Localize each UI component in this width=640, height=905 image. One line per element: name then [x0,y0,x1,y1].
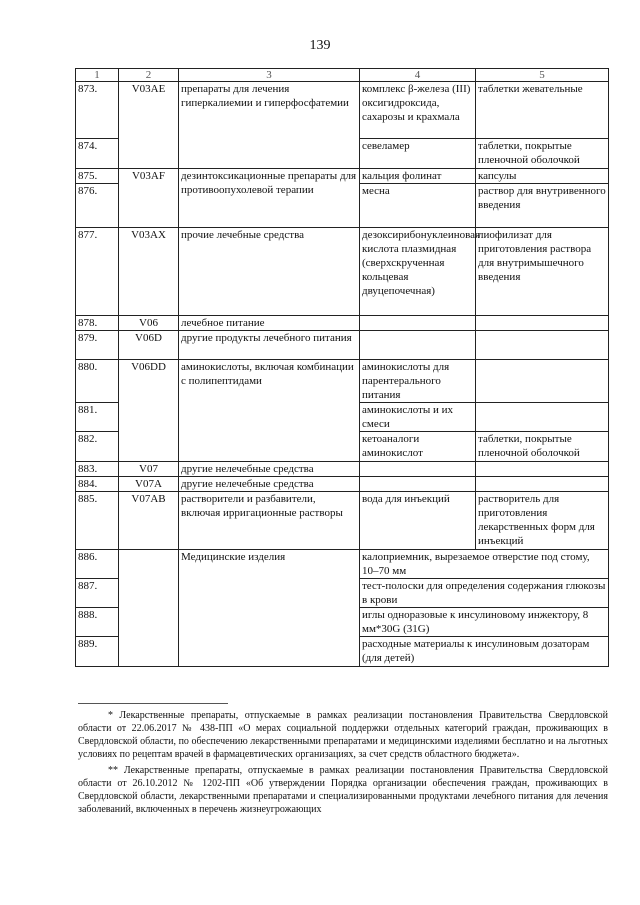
row-number: 876. [76,184,119,228]
group-name: Медицинские изделия [179,550,360,667]
substance-name: кальция фолинат [360,169,476,184]
atc-code: V07A [119,477,179,492]
dosage-form: растворитель для приготовления лекарственных форм для инъекций [476,492,609,550]
table-row [76,492,609,550]
group-name: другие продукты лечебного питания [179,331,360,360]
row-number: 888. [76,608,119,637]
drug-table [75,68,609,667]
device-item: тест-полоски для определения содержания глюкозы в крови [360,579,609,608]
substance-name [360,331,476,360]
table-row [76,228,609,316]
dosage-form: раствор для внутривенного введения [476,184,609,228]
substance-name: кетоаналоги аминокислот [360,432,476,462]
table-row [76,82,609,139]
footnotes [78,709,608,819]
row-number: 880. [76,360,119,403]
atc-code [119,550,179,667]
substance-name [360,477,476,492]
footnote: * Лекарственные препараты, отпускаемые в рамках реализации постановления Правительства Свердловской области от 22.06.2017 № 438-ПП «О мерах социальной поддержки отдельных категорий граждан, проживающих в Свердловской области, по обеспечению лекарственными препаратами и медицинскими изделиями бесплатно и на льготных условиях по рецептам врачей в фармацевтических организациях, за счет средств областного бюджета». [78,710,608,760]
device-item: иглы одноразовые к инсулиновому инжектору, 8 мм*30G (31G) [360,608,609,637]
device-item: расходные материалы к инсулиновым дозаторам (для детей) [360,637,609,667]
group-name: препараты для лечения гиперкалиемии и гиперфосфатемии [179,82,360,169]
column-header: 1 [76,69,119,82]
atc-code: V06DD [119,360,179,462]
column-header: 3 [179,69,360,82]
column-header: 2 [119,69,179,82]
column-header: 5 [476,69,609,82]
row-number: 882. [76,432,119,462]
dosage-form: таблетки жевательные [476,82,609,139]
row-number: 887. [76,579,119,608]
row-number: 886. [76,550,119,579]
table-row [76,316,609,331]
device-item: калоприемник, вырезаемое отверстие под стому, 10–70 мм [360,550,609,579]
dosage-form: капсулы [476,169,609,184]
substance-name: вода для инъекций [360,492,476,550]
row-number: 885. [76,492,119,550]
group-name: дезинтоксикационные препараты для противоопухолевой терапии [179,169,360,228]
atc-code: V07AB [119,492,179,550]
row-number: 878. [76,316,119,331]
row-number: 884. [76,477,119,492]
dosage-form [476,477,609,492]
group-name: прочие лечебные средства [179,228,360,316]
table-row [76,169,609,184]
substance-name: месна [360,184,476,228]
substance-name [360,462,476,477]
table-row [76,550,609,579]
table-row [76,360,609,403]
atc-code: V03AX [119,228,179,316]
dosage-form [476,316,609,331]
atc-code: V07 [119,462,179,477]
group-name: лечебное питание [179,316,360,331]
substance-name: комплекс β-железа (III) оксигидроксида, сахарозы и крахмала [360,82,476,139]
dosage-form: лиофилизат для приготовления раствора для внутримышечного введения [476,228,609,316]
atc-code: V06 [119,316,179,331]
substance-name: аминокислоты для парентерального питания [360,360,476,403]
row-number: 883. [76,462,119,477]
dosage-form: таблетки, покрытые пленочной оболочкой [476,139,609,169]
dosage-form [476,331,609,360]
substance-name [360,316,476,331]
dosage-form [476,360,609,403]
atc-code: V03AE [119,82,179,169]
group-name: другие нелечебные средства [179,477,360,492]
dosage-form: таблетки, покрытые пленочной оболочкой [476,432,609,462]
table-row [76,477,609,492]
table-row [76,331,609,360]
row-number: 874. [76,139,119,169]
substance-name: севеламер [360,139,476,169]
table-row [76,462,609,477]
row-number: 877. [76,228,119,316]
substance-name: аминокислоты и их смеси [360,403,476,432]
group-name: другие нелечебные средства [179,462,360,477]
page-number: 139 [309,38,331,53]
atc-code: V06D [119,331,179,360]
group-name: растворители и разбавители, включая ирригационные растворы [179,492,360,550]
row-number: 889. [76,637,119,667]
row-number: 879. [76,331,119,360]
table-header-row [76,69,609,82]
substance-name: дезоксирибонуклеиновая кислота плазмидная (сверхскрученная кольцевая двуцепочечная) [360,228,476,316]
row-number: 873. [76,82,119,139]
dosage-form [476,403,609,432]
group-name: аминокислоты, включая комбинации с полипептидами [179,360,360,462]
row-number: 875. [76,169,119,184]
footnote-divider [78,703,228,704]
footnote: ** Лекарственные препараты, отпускаемые в рамках реализации постановления Правительства Свердловской области от 26.10.2012 № 1202-ПП «Об утверждении Порядка организации обеспечения граждан, проживающих в Свердловской области, лекарственными препаратами и специализированными продуктами лечебного питания для лечения заболеваний, включенных в перечень жизнеугрожающих [78,765,608,815]
row-number: 881. [76,403,119,432]
dosage-form [476,462,609,477]
column-header: 4 [360,69,476,82]
atc-code: V03AF [119,169,179,228]
